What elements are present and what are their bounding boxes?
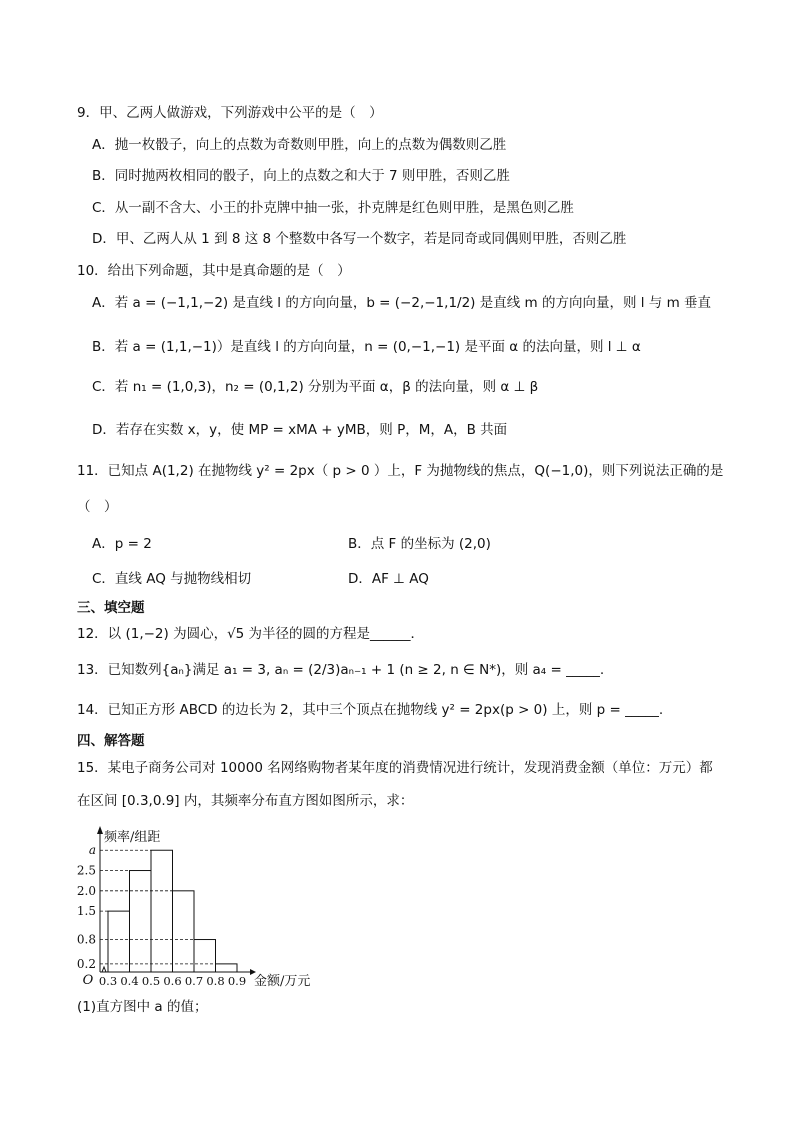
x-axis-label: 金额/万元 (254, 974, 311, 989)
q11-option-d: D．AF ⊥ AQ (348, 571, 429, 587)
q11-stem: 11．已知点 A(1,2) 在抛物线 y² = 2px（ p > 0 ）上，F 为抛物线的焦点，Q(−1,0)，则下列说法正确的是 (77, 463, 724, 479)
x-tick-label: 0.6 (163, 974, 182, 988)
y-tick-label: 2.0 (76, 883, 96, 898)
section-fill-in-blanks: 三、填空题 (77, 600, 145, 616)
axis-break-mark (102, 967, 106, 972)
x-tick-label: 0.5 (141, 974, 161, 988)
histogram-bar (194, 940, 216, 972)
q10-stem: 10．给出下列命题，其中是真命题的是（ ） (77, 263, 351, 279)
y-axis-arrow (97, 826, 103, 834)
q10-option-c: C．若 n₁ = (1,0,3)，n₂ = (0,1,2) 分别为平面 α，β 的法向量，则 α ⊥ β (92, 379, 539, 395)
histogram-bar (151, 850, 173, 972)
y-tick-label: 0.8 (76, 932, 96, 947)
y-tick-label: 2.5 (76, 863, 96, 878)
histogram-bar (108, 911, 130, 972)
q9-option-c: C．从一副不含大、小王的扑克牌中抽一张，扑克牌是红色则甲胜，是黑色则乙胜 (92, 200, 574, 216)
q12: 12．以 (1,−2) 为圆心，√5 为半径的圆的方程是______． (77, 626, 425, 642)
q10-option-d: D．若存在实数 x，y，使 MP = xMA + yMB，则 P，M，A，B 共面 (92, 422, 508, 438)
q11-option-c: C．直线 AQ 与抛物线相切 (92, 571, 252, 587)
q11-option-b: B．点 F 的坐标为 (2,0) (348, 536, 491, 552)
histogram-bar (130, 871, 152, 972)
y-axis-label: 频率/组距 (104, 830, 161, 845)
histogram-bar (173, 891, 195, 972)
q13: 13．已知数列{aₙ}满足 a₁ = 3, aₙ = (2/3)aₙ₋₁ + 1 (n ≥ 2, n ∈ N*)，则 a₄ = _____. (77, 662, 605, 678)
histogram-bar (216, 964, 238, 972)
q11-stem-continued: （ ） (77, 499, 118, 515)
q15-sub1: (1)直方图中 a 的值； (77, 999, 208, 1015)
origin-label: O (82, 973, 94, 988)
x-tick-label: 0.7 (184, 974, 204, 988)
q9-option-d: D．甲、乙两人从 1 到 8 这 8 个整数中各写一个数字，若是同奇或同偶则甲胜，否则乙胜 (92, 231, 627, 247)
q11-option-a: A．p = 2 (92, 536, 152, 552)
q10-option-b: B．若 a = (1,1,−1)）是直线 l 的方向向量，n = (0,−1,−1) 是平面 α 的法向量，则 l ⊥ α (92, 339, 641, 355)
q14: 14．已知正方形 ABCD 的边长为 2，其中三个顶点在抛物线 y² = 2px(p > 0) 上，则 p = _____. (77, 702, 664, 718)
x-tick-label: 0.3 (98, 974, 118, 988)
y-tick-label: a (88, 843, 96, 858)
q15-line1: 15．某电子商务公司对 10000 名网络购物者某年度的消费情况进行统计，发现消费金额（单位：万元）都 (77, 760, 713, 776)
q10-option-a: A．若 a = (−1,1,−2) 是直线 l 的方向向量，b = (−2,−1,1/2) 是直线 m 的方向向量，则 l 与 m 垂直 (92, 295, 712, 311)
frequency-histogram (74, 822, 324, 992)
q9-stem: 9．甲、乙两人做游戏，下列游戏中公平的是（ ） (77, 105, 383, 121)
section-solutions: 四、解答题 (77, 733, 145, 749)
y-tick-label: 1.5 (76, 904, 96, 919)
x-tick-label: 0.9 (227, 974, 247, 988)
q15-line2: 在区间 [0.3,0.9] 内，其频率分布直方图如图所示，求： (77, 793, 414, 809)
y-tick-label: 0.2 (76, 956, 96, 971)
x-tick-label: 0.4 (120, 974, 139, 988)
x-tick-label: 0.8 (206, 974, 225, 988)
q9-option-a: A．抛一枚骰子，向上的点数为奇数则甲胜，向上的点数为偶数则乙胜 (92, 137, 507, 153)
q9-option-b: B．同时抛两枚相同的骰子，向上的点数之和大于 7 则甲胜，否则乙胜 (92, 168, 510, 184)
